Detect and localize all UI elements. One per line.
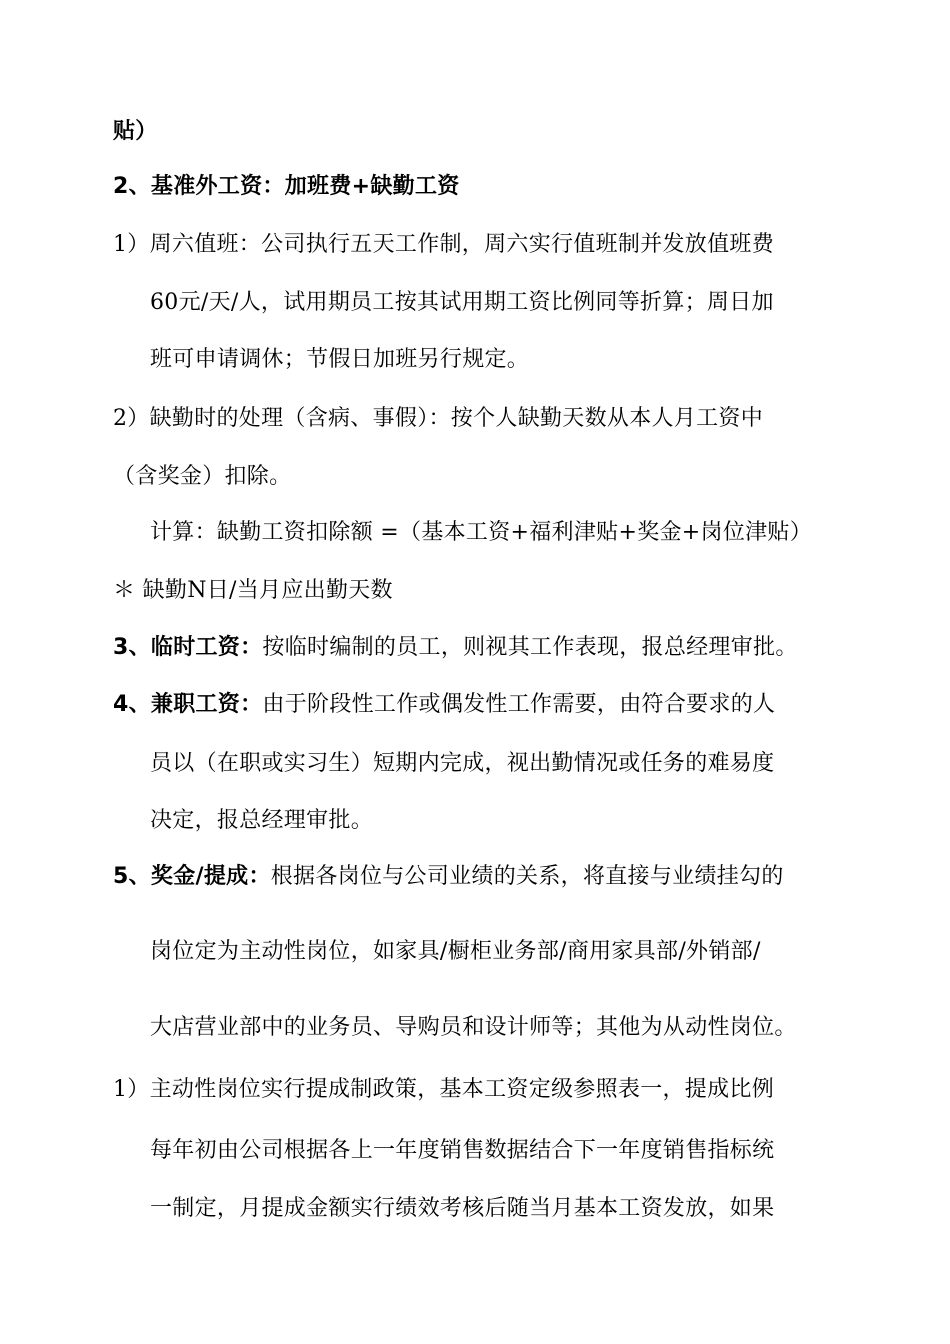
paragraph-line-15: 岗位定为主动性岗位，如家具/橱柜业务部/商用家具部/外销部/ [150,939,761,964]
paragraph-line-04: 60元/天/人，试用期员工按其试用期工资比例同等折算；周日加 [150,290,774,315]
section-3-body: 按临时编制的员工，则视其工作表现，报总经理审批。 [262,635,798,660]
paragraph-line-03: 1）周六值班：公司执行五天工作制，周六实行值班制并发放值班费 [113,232,774,257]
section-3-line [113,633,798,663]
section-5-line [113,862,784,892]
paragraph-line-19: 一制定，月提成金额实行绩效考核后随当月基本工资发放，如果 [150,1196,775,1221]
paragraph-line-18: 每年初由公司根据各上一年度销售数据结合下一年度销售指标统 [150,1138,775,1163]
section-3-heading: 3、临时工资： [113,635,263,660]
paragraph-line-07: （含奖金）扣除。 [113,464,292,489]
formula-line-2: ＊ 缺勤N日/当月应出勤天数 [113,578,393,603]
paragraph-line-13: 决定，报总经理审批。 [150,808,374,833]
paragraph-line-05: 班可申请调休；节假日加班另行规定。 [150,347,530,372]
section-2-heading: 2、基准外工资：加班费+缺勤工资 [113,174,460,199]
paragraph-line-06: 2）缺勤时的处理（含病、事假）：按个人缺勤天数从本人月工资中 [113,406,763,431]
paragraph-line-12: 员以（在职或实习生）短期内完成，视出勤情况或任务的难易度 [150,751,775,776]
section-5-heading: 5、奖金/提成： [113,864,271,889]
section-5-body: 根据各岗位与公司业绩的关系，将直接与业绩挂勾的 [270,864,784,889]
paragraph-line-17: 1）主动性岗位实行提成制政策，基本工资定级参照表一，提成比例 [113,1077,774,1102]
paragraph-line-16: 大店营业部中的业务员、导购员和设计师等；其他为从动性岗位。 [150,1015,797,1040]
line-01: 贴） [113,119,158,144]
formula-line: 计算：缺勤工资扣除额 =（基本工资+福利津贴+奖金+岗位津贴） [150,520,813,545]
section-4-body: 由于阶段性工作或偶发性工作需要，由符合要求的人 [262,692,776,717]
section-4-heading: 4、兼职工资： [113,692,263,717]
section-4-line [113,690,775,720]
